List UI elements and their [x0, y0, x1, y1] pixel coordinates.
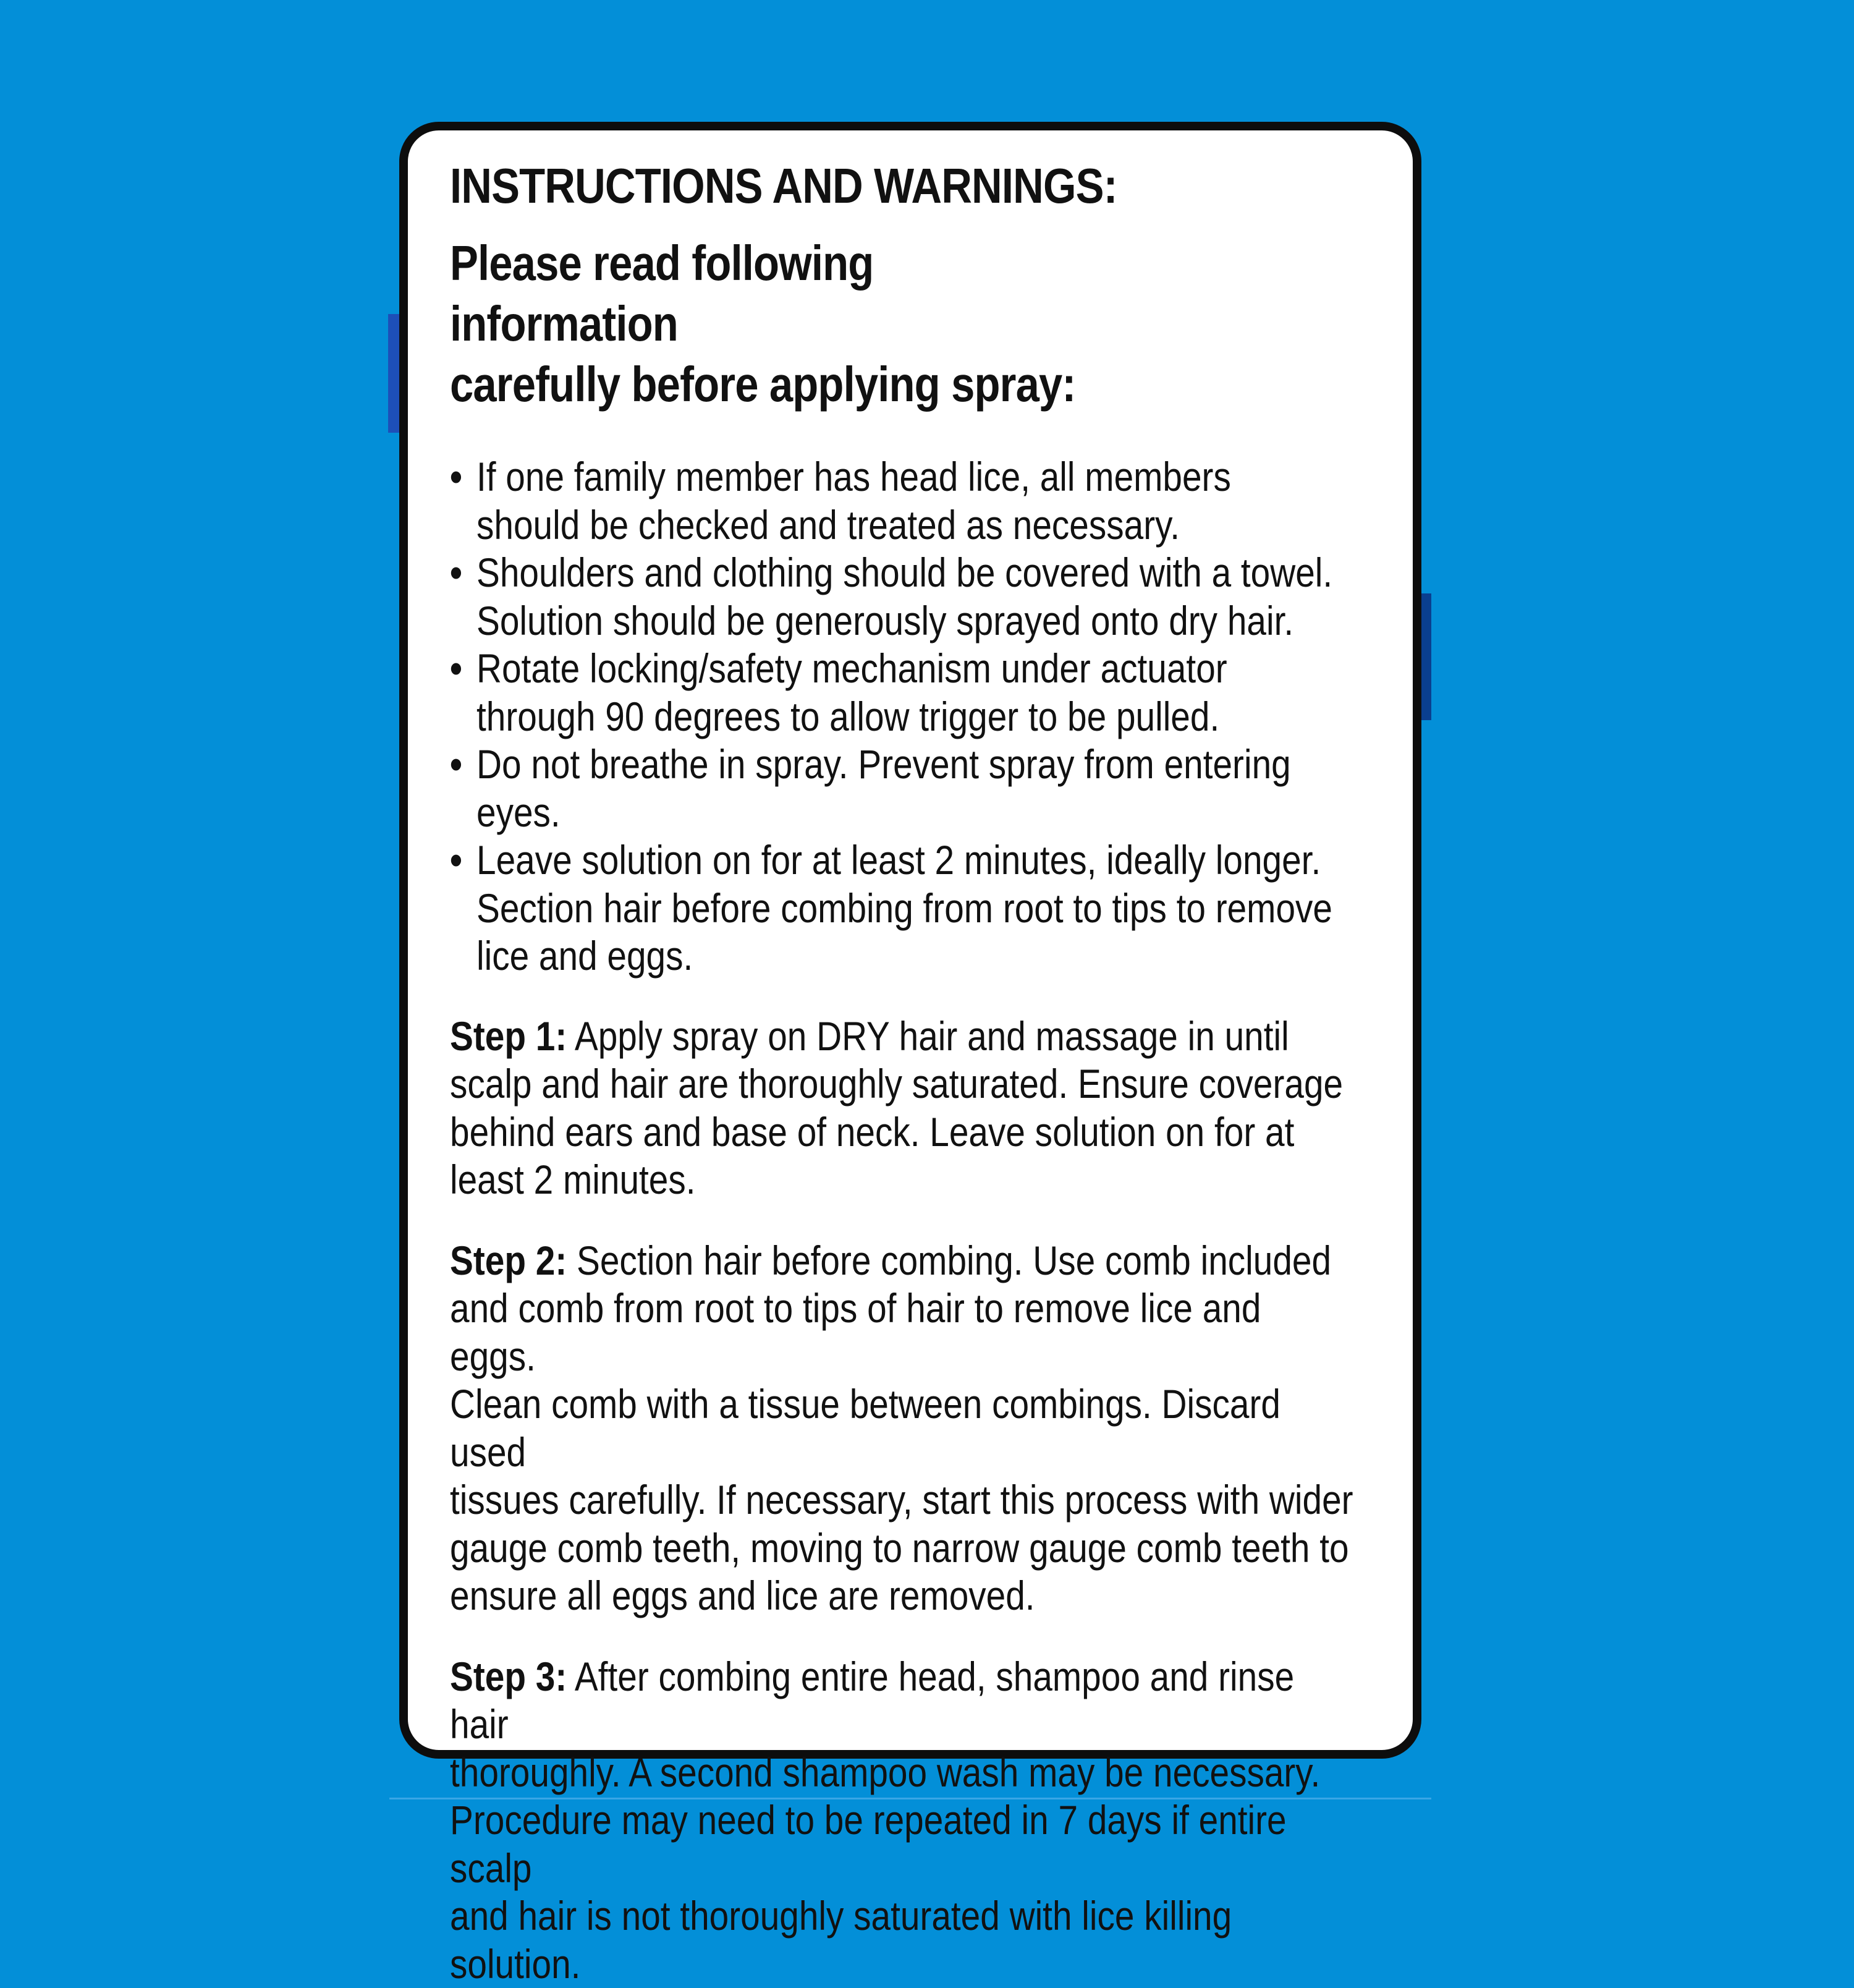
step-text-line: thoroughly. A second shampoo wash may be necessary.: [450, 1749, 1320, 1795]
step-label: Step 3:: [450, 1654, 567, 1699]
step-text-line: least 2 minutes.: [450, 1157, 696, 1202]
subtitle-line-2: carefully before applying spray:: [450, 357, 1075, 412]
card-title: INSTRUCTIONS AND WARNINGS:: [450, 155, 1248, 217]
warning-item-towel: [450, 549, 1380, 645]
subtitle-line-1: Please read following information: [450, 236, 873, 351]
step-text-line: Apply spray on DRY hair and massage in until: [567, 1013, 1289, 1059]
step-text-line: and comb from root to tips of hair to remove lice and eggs.: [450, 1285, 1261, 1379]
bullet-icon: •: [450, 549, 462, 597]
bullet-icon: •: [450, 645, 462, 693]
step-text-line: scalp and hair are thoroughly saturated. Ensure coverage: [450, 1061, 1343, 1107]
step-1: [450, 1013, 1353, 1204]
step-text-line: After combing entire head, shampoo and rinse hair: [450, 1654, 1294, 1748]
warning-item-breathing: [450, 741, 1380, 836]
instructions-card: [399, 122, 1421, 1759]
background-strip-right: [1421, 593, 1431, 720]
warning-item-safety-mechanism: [450, 645, 1380, 741]
step-label: Step 2:: [450, 1238, 567, 1283]
warning-text-line: lice and eggs.: [476, 933, 693, 979]
warning-text-line: through 90 degrees to allow trigger to be pulled.: [476, 694, 1219, 739]
bullet-icon: •: [450, 453, 462, 501]
background-strip-left: [388, 314, 400, 433]
warnings-list: [450, 453, 1378, 980]
warning-text-line: Leave solution on for at least 2 minutes, ideally longer.: [476, 837, 1321, 883]
step-label: Step 1:: [450, 1013, 567, 1059]
warning-text-line: If one family member has head lice, all members: [476, 454, 1231, 499]
step-text-line: solution.: [450, 1941, 580, 1987]
warning-text-line: eyes.: [476, 789, 561, 835]
warning-text-line: Do not breathe in spray. Prevent spray from entering: [476, 741, 1291, 787]
warning-text-line: Shoulders and clothing should be covered with a towel.: [476, 550, 1332, 595]
bullet-icon: •: [450, 836, 462, 885]
warning-text-line: Rotate locking/safety mechanism under actuator: [476, 645, 1227, 691]
step-2: [450, 1237, 1353, 1620]
step-text-line: Clean comb with a tissue between combings. Discard used: [450, 1381, 1280, 1475]
step-text-line: Procedure may need to be repeated in 7 days if entire scalp: [450, 1797, 1287, 1891]
step-text-line: ensure all eggs and lice are removed.: [450, 1573, 1035, 1618]
step-text-line: gauge comb teeth, moving to narrow gauge comb teeth to: [450, 1525, 1349, 1571]
card-subtitle: [450, 233, 1088, 415]
warning-text-line: Solution should be generously sprayed onto dry hair.: [476, 598, 1293, 644]
step-text-line: Section hair before combing. Use comb included: [567, 1238, 1331, 1283]
step-text-line: behind ears and base of neck. Leave solution on for at: [450, 1109, 1294, 1155]
warning-item-household: [450, 453, 1380, 549]
step-text-line: tissues carefully. If necessary, start this process with wider: [450, 1477, 1353, 1523]
step-3: [450, 1653, 1353, 1988]
warning-item-leave-on: [450, 836, 1380, 980]
step-text-line: and hair is not thoroughly saturated with lice killing: [450, 1893, 1232, 1939]
warning-text-line: should be checked and treated as necessary.: [476, 502, 1180, 548]
warning-text-line: Section hair before combing from root to tips to remove: [476, 885, 1332, 931]
bullet-icon: •: [450, 741, 462, 789]
